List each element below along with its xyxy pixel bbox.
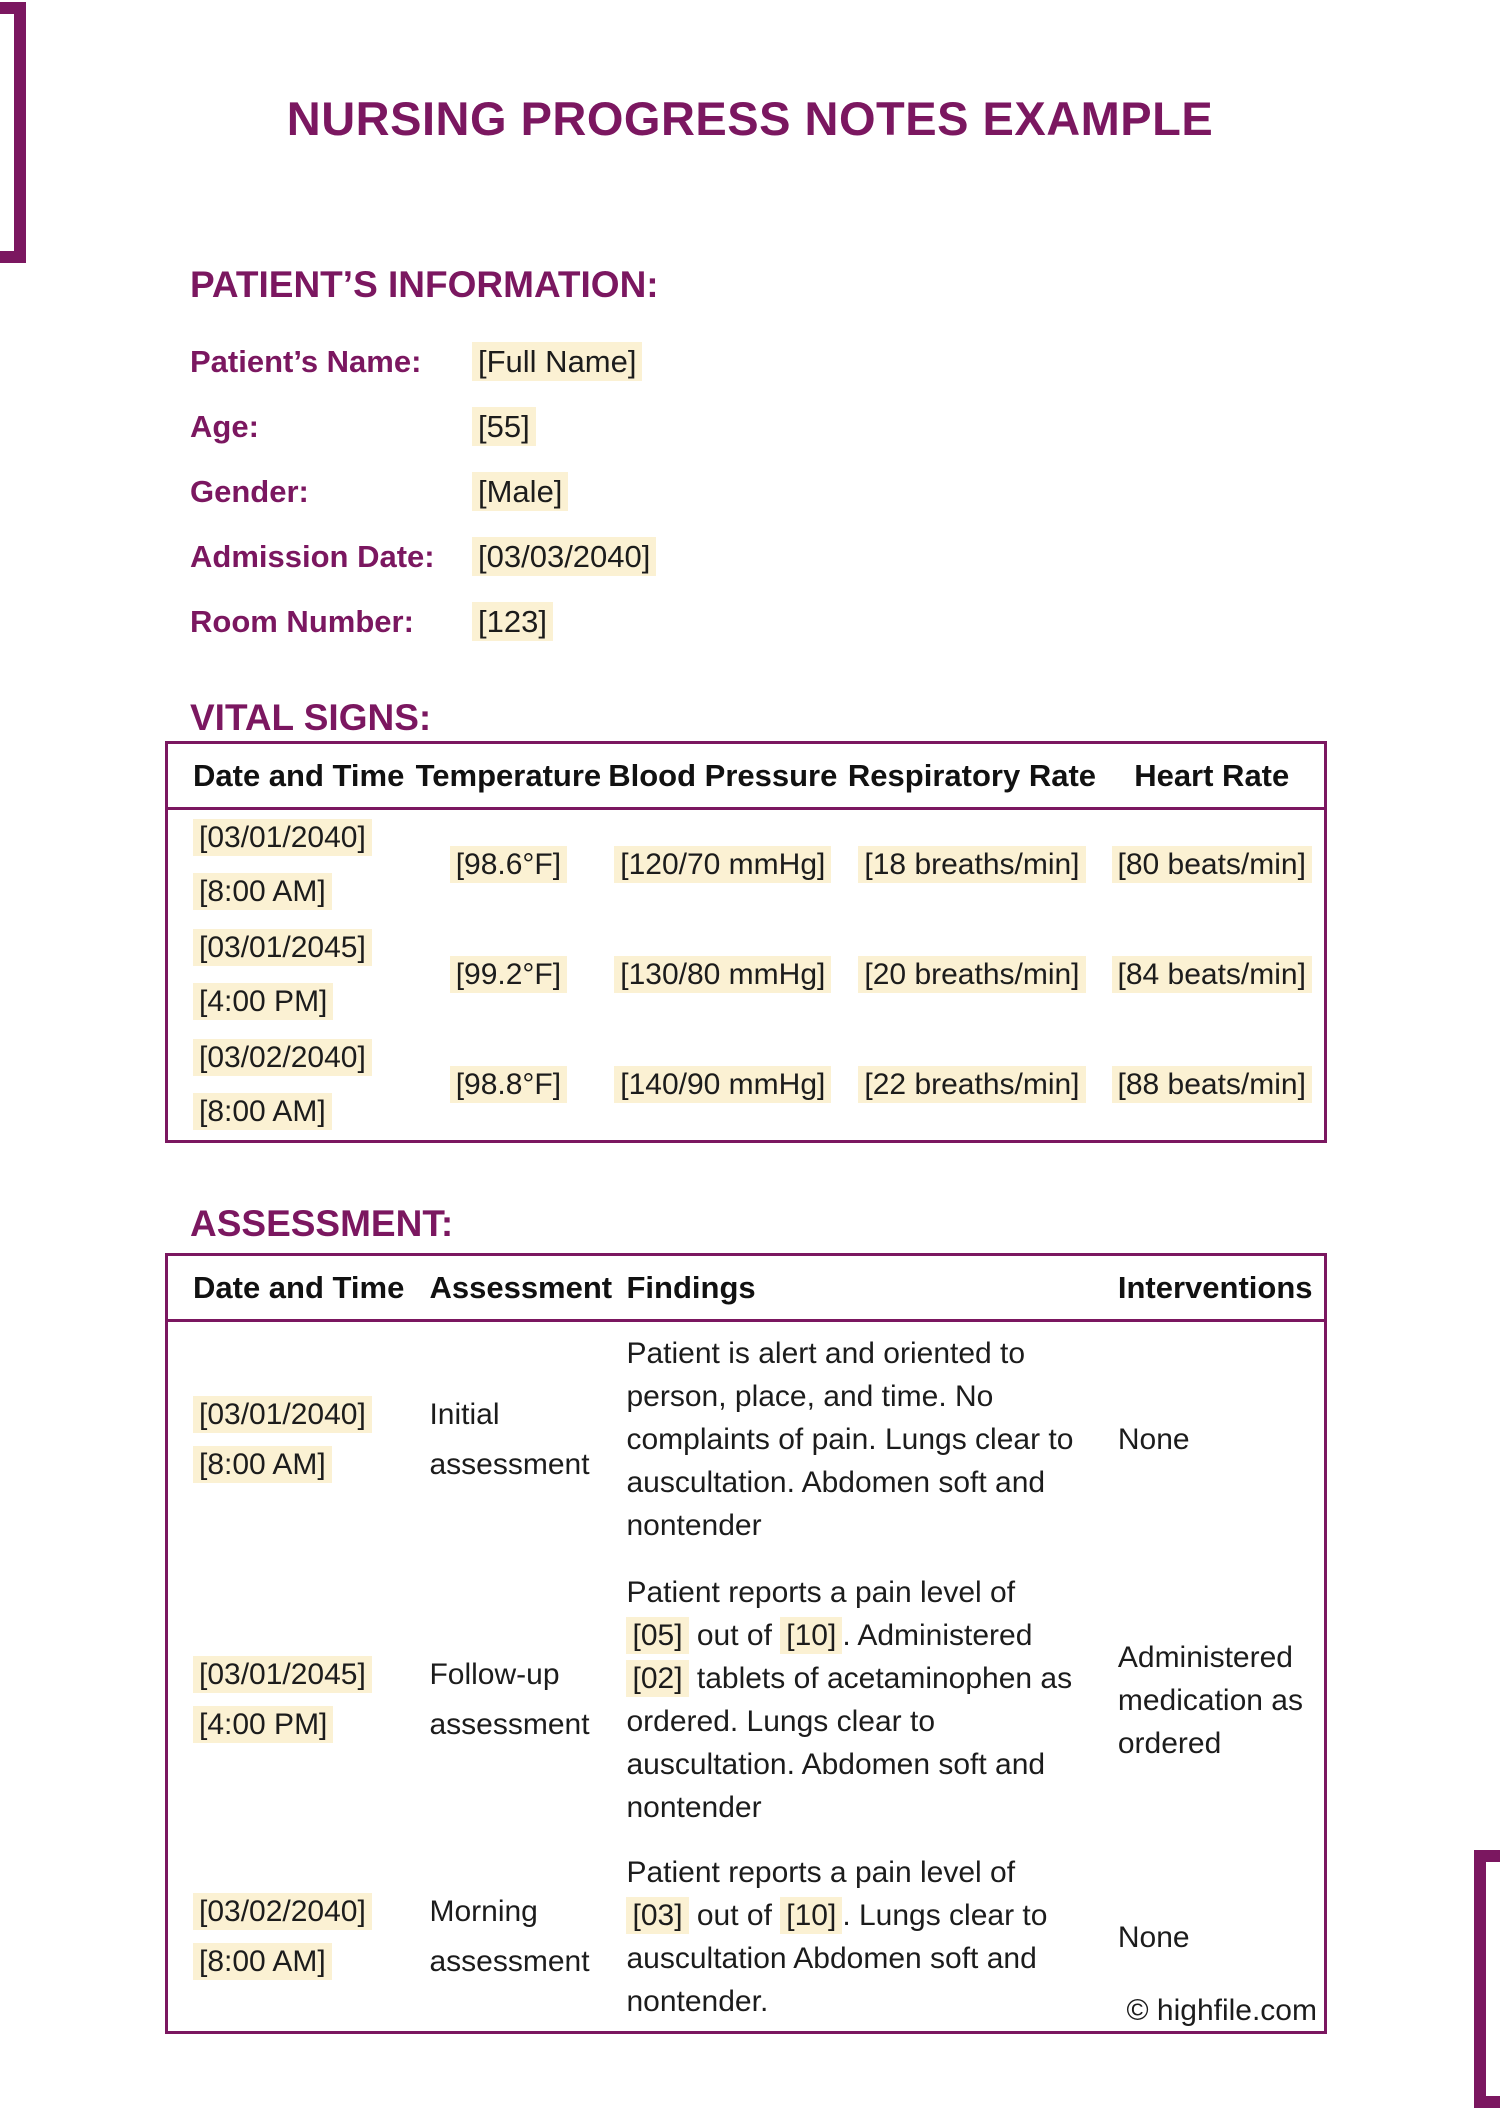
interventions-cell: None bbox=[1117, 1920, 1190, 1954]
findings-cell: Patient reports a pain level of [03] out of [10] . Lungs clear to auscultation Abdomen soft and nontender. bbox=[626, 1856, 1048, 2018]
interventions-cell: Administered medication as ordered bbox=[1117, 1640, 1303, 1760]
assessment-type-cell: Initial assessment bbox=[429, 1397, 590, 1481]
vital-signs-row bbox=[167, 1031, 1326, 1142]
blood-pressure-cell: [140/90 mmHg] bbox=[601, 1031, 844, 1142]
column-header-temperature: Temperature bbox=[416, 743, 601, 809]
inline-value-highlight: [05] bbox=[626, 1617, 688, 1654]
field-value-highlight: [Male] bbox=[472, 472, 568, 511]
column-header-assessment: Assessment bbox=[421, 1255, 618, 1321]
vital-signs-table bbox=[165, 741, 1327, 1143]
respiratory-rate-cell: [20 breaths/min] bbox=[844, 920, 1099, 1031]
column-header-date-time: Date and Time bbox=[167, 743, 416, 809]
assessment-table bbox=[165, 1253, 1327, 2034]
date-time-stack bbox=[168, 1887, 421, 1987]
heart-rate-cell: [88 beats/min] bbox=[1099, 1031, 1325, 1142]
room-number-value bbox=[472, 604, 553, 640]
field-value-highlight: [55] bbox=[472, 407, 536, 446]
field-value-highlight: [03/03/2040] bbox=[472, 537, 656, 576]
respiratory-rate-cell: [18 breaths/min] bbox=[844, 809, 1099, 920]
time-highlight: [8:00 AM] bbox=[193, 1446, 332, 1483]
assessment-header-row bbox=[167, 1255, 1326, 1321]
time-highlight: [4:00 PM] bbox=[193, 983, 333, 1020]
column-header-interventions: Interventions bbox=[1088, 1255, 1326, 1321]
admission-date-row bbox=[190, 539, 1335, 604]
temperature-cell: [99.2°F] bbox=[416, 920, 601, 1031]
date-time-stack bbox=[168, 1390, 421, 1490]
patient-name-row bbox=[190, 344, 1335, 409]
column-header-blood-pressure: Blood Pressure bbox=[601, 743, 844, 809]
vital-signs-header-row bbox=[167, 743, 1326, 809]
admission-date-label: Admission Date: bbox=[190, 539, 435, 574]
vital-signs-heading: VITAL SIGNS: bbox=[190, 697, 432, 738]
age-row bbox=[190, 409, 1335, 474]
inline-value-highlight: [10] bbox=[780, 1897, 842, 1934]
findings-cell: Patient is alert and oriented to person, place, and time. No complaints of pain. Lungs clear to auscultation. Abdomen soft and nontender bbox=[626, 1337, 1074, 1542]
time-highlight: [8:00 AM] bbox=[193, 1093, 332, 1130]
patient-info-heading: PATIENT’S INFORMATION: bbox=[190, 264, 659, 305]
age-value bbox=[472, 409, 536, 445]
date-highlight: [03/01/2040] bbox=[193, 819, 372, 856]
assessment-heading: ASSESSMENT: bbox=[190, 1203, 454, 1244]
date-time-cell bbox=[167, 809, 416, 920]
vital-signs-row bbox=[167, 809, 1326, 920]
date-highlight: [03/01/2045] bbox=[193, 1656, 372, 1693]
date-time-stack bbox=[168, 921, 416, 1029]
gender-row bbox=[190, 474, 1335, 539]
date-time-cell bbox=[167, 920, 416, 1031]
inline-value-highlight: [03] bbox=[626, 1897, 688, 1934]
date-time-stack bbox=[168, 1031, 416, 1139]
column-header-date-time: Date and Time bbox=[167, 1255, 422, 1321]
heart-rate-cell: [80 beats/min] bbox=[1099, 809, 1325, 920]
admission-date-value bbox=[472, 539, 656, 575]
blood-pressure-cell: [130/80 mmHg] bbox=[601, 920, 844, 1031]
date-highlight: [03/02/2040] bbox=[193, 1893, 372, 1930]
patient-name-label: Patient’s Name: bbox=[190, 344, 422, 379]
page-title: NURSING PROGRESS NOTES EXAMPLE bbox=[286, 92, 1214, 145]
document-content bbox=[0, 262, 1500, 2034]
assessment-type-cell: Morning assessment bbox=[429, 1895, 590, 1978]
column-header-heart-rate: Heart Rate bbox=[1099, 743, 1325, 809]
copyright-footer: © highfile.com bbox=[1126, 1994, 1317, 2027]
time-highlight: [8:00 AM] bbox=[193, 873, 332, 910]
assessment-row bbox=[167, 1557, 1326, 1843]
room-number-row bbox=[190, 604, 1335, 669]
temperature-cell: [98.6°F] bbox=[416, 809, 601, 920]
corner-bracket-top-left bbox=[0, 2, 26, 263]
interventions-cell: None bbox=[1117, 1423, 1190, 1456]
date-time-stack bbox=[168, 811, 416, 919]
date-highlight: [03/01/2045] bbox=[193, 929, 372, 966]
time-highlight: [4:00 PM] bbox=[193, 1706, 333, 1743]
inline-value-highlight: [02] bbox=[626, 1660, 688, 1697]
findings-cell: Patient reports a pain level of [05] out of [10] . Administered [02] tablets of acetaminophen as ordered. Lungs clear to auscultation. Abdomen soft and nontender bbox=[626, 1576, 1073, 1824]
corner-bracket-bottom-right bbox=[1474, 1850, 1500, 2108]
heart-rate-cell: [84 beats/min] bbox=[1099, 920, 1325, 1031]
room-number-label: Room Number: bbox=[190, 604, 414, 639]
date-time-stack bbox=[168, 1650, 421, 1750]
vital-signs-row bbox=[167, 920, 1326, 1031]
patient-info-list bbox=[190, 344, 1335, 669]
assessment-type-cell: Follow-up assessment bbox=[429, 1658, 590, 1741]
date-time-cell bbox=[167, 1031, 416, 1142]
column-header-respiratory-rate: Respiratory Rate bbox=[844, 743, 1099, 809]
inline-value-highlight: [10] bbox=[780, 1617, 842, 1654]
patient-name-value bbox=[472, 344, 642, 380]
date-time-cell bbox=[167, 1557, 422, 1843]
blood-pressure-cell: [120/70 mmHg] bbox=[601, 809, 844, 920]
field-value-highlight: [123] bbox=[472, 602, 553, 641]
column-header-findings: Findings bbox=[618, 1255, 1087, 1321]
time-highlight: [8:00 AM] bbox=[193, 1943, 332, 1980]
date-time-cell bbox=[167, 1843, 422, 2033]
respiratory-rate-cell: [22 breaths/min] bbox=[844, 1031, 1099, 1142]
date-highlight: [03/01/2040] bbox=[193, 1396, 372, 1433]
field-value-highlight: [Full Name] bbox=[472, 342, 642, 381]
gender-value bbox=[472, 474, 568, 510]
date-time-cell bbox=[167, 1321, 422, 1558]
temperature-cell: [98.8°F] bbox=[416, 1031, 601, 1142]
age-label: Age: bbox=[190, 409, 259, 444]
gender-label: Gender: bbox=[190, 474, 309, 509]
assessment-row bbox=[167, 1321, 1326, 1558]
date-highlight: [03/02/2040] bbox=[193, 1039, 372, 1076]
